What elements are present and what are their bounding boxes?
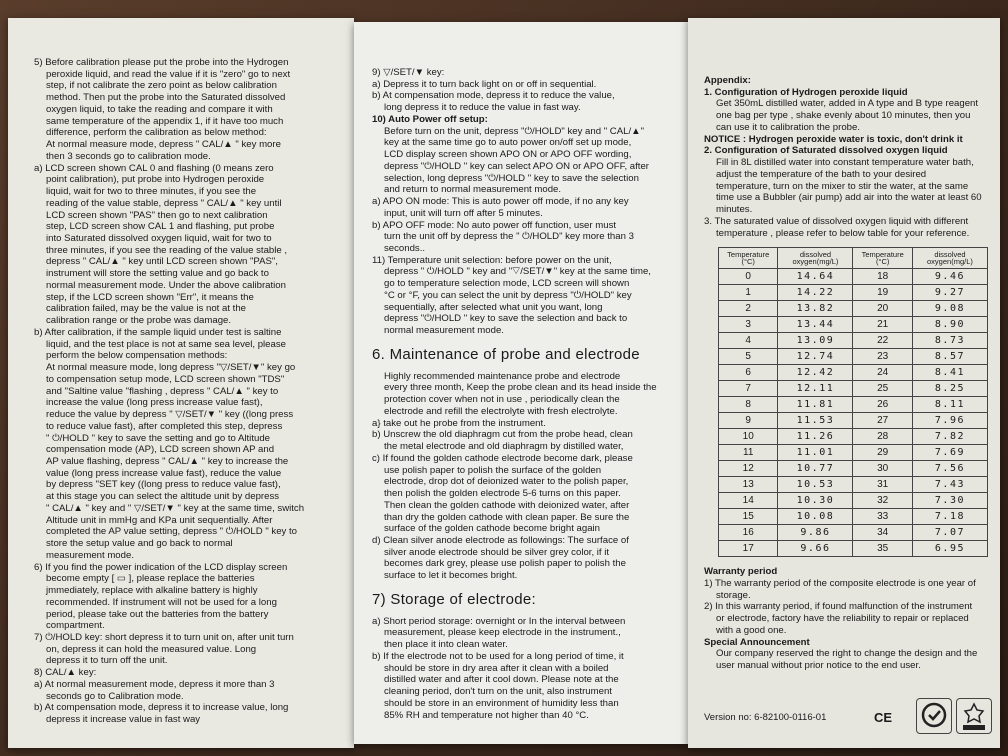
table-cell: 12 [719, 461, 778, 477]
table-cell: 10.53 [778, 477, 853, 493]
text-line: can use it to calibration the probe. [716, 121, 860, 133]
table-cell: 6.95 [912, 541, 987, 557]
text-line: b) After calibration, if the sample liquid under test is saltine [34, 326, 282, 338]
table-cell: 9.86 [778, 525, 853, 541]
table-cell: 7.30 [912, 493, 987, 509]
text-line: step, LCD screen show CAL 1 and flashing, put probe [46, 221, 275, 233]
text-line: Before turn on the unit, depress "⏻/HOLD" key and " CAL/▲" [384, 125, 645, 137]
text-line: d) Clean silver anode electrode as followings: The surface of [372, 534, 629, 546]
table-cell: 7.07 [912, 525, 987, 541]
text-line: 9) ▽/SET/▼ key: [372, 67, 445, 78]
table-row [719, 397, 988, 413]
table-cell: 34 [853, 525, 912, 541]
table-cell: 7.82 [912, 429, 987, 445]
text-line: perform the below compensation methods: [46, 350, 228, 362]
table-cell: 10.77 [778, 461, 853, 477]
table-cell: 15 [719, 509, 778, 525]
text-line: 2. Configuration of Saturated dissolved oxygen liquid [704, 145, 948, 157]
table-cell: 14.22 [778, 285, 853, 301]
text-line: increase the value (long press increase value fast), [46, 397, 263, 409]
text-line: method. Then put the probe into the Saturated dissolved [46, 92, 286, 104]
table-cell: 12.42 [778, 365, 853, 381]
text-line: reduce the value by depress " ▽/SET/▼ " key ((long press [46, 409, 294, 421]
table-cell: 7.69 [912, 445, 987, 461]
text-line: electrode, drop dot of deionized water to the polish paper, [384, 476, 629, 488]
text-line: b) APO OFF mode: No auto power off function, user must [372, 219, 617, 231]
table-cell: 13.82 [778, 301, 853, 317]
text-line: surface to let it becomes bright. [384, 570, 518, 582]
table-row [719, 461, 988, 477]
text-line: temperature , please refer to below table for your reference. [716, 227, 970, 239]
text-line: Get 350mL distilled water, added in A type and B type reagent [716, 98, 979, 110]
table-cell: 7 [719, 381, 778, 397]
text-line: c) If found the golden cathode electrode become dark, please [372, 452, 633, 464]
table-cell: 11.53 [778, 413, 853, 429]
table-cell: 18 [853, 269, 912, 285]
text-line: compartment. [46, 620, 105, 632]
text-line: a) Short period storage: overnight or In the interval between [372, 615, 626, 627]
table-cell: 9 [719, 413, 778, 429]
text-line: silver anode electrode should be silver grey color, if it [384, 546, 610, 558]
text-line: calibration range or the probe was damage. [46, 315, 232, 327]
text-line: than dry the golden cathode with clean paper. Be sure the [384, 511, 630, 523]
table-cell: 10.30 [778, 493, 853, 509]
text-line: b) If the electrode not to be used for a long period of time, it [372, 650, 624, 662]
text-line: with a good one. [716, 624, 787, 636]
table-cell: 35 [853, 541, 912, 557]
text-line: Then clean the golden cathode with deionized water, after [384, 499, 630, 511]
text-line: three minutes, if you see the reading of the value stable , [46, 244, 288, 256]
table-cell: 16 [719, 525, 778, 541]
text-line: recommended. If instrument will not be used for a long [46, 596, 277, 608]
table-row [719, 365, 988, 381]
text-line: 8) CAL/▲ key: [34, 667, 97, 679]
text-line: should be store in an environment of humidity less than [384, 697, 619, 709]
text-line: 7) ⏻/HOLD key: short depress it to turn unit on, after unit turn [34, 631, 294, 643]
table-cell: 9.46 [912, 269, 987, 285]
text-line: same temperature of the appendix 1, if it have too much [46, 115, 284, 127]
table-row [719, 477, 988, 493]
text-line: user manual without prior notice to the end user. [716, 660, 921, 672]
table-row [719, 285, 988, 301]
table-cell: 31 [853, 477, 912, 493]
text-line: depress " CAL/▲ " key until LCD screen shown "PAS", [46, 256, 278, 268]
table-cell: 1 [719, 285, 778, 301]
text-line: adjust the temperature of the bath to your desired [716, 168, 927, 180]
table-row [719, 381, 988, 397]
text-line: seconds.. [384, 243, 426, 255]
text-line: At normal measure mode, depress " CAL/▲ " key more [46, 139, 281, 151]
text-line: 5) Before calibration please put the probe into the Hydrogen [34, 57, 289, 68]
text-line: sequentially, after selected what unit you want, long [384, 301, 603, 313]
table-cell: 8 [719, 397, 778, 413]
table-cell: 0 [719, 269, 778, 285]
ce-mark: CE [874, 710, 893, 726]
text-line: Warranty period [704, 566, 778, 578]
table-cell: 26 [853, 397, 912, 413]
table-cell: 9.08 [912, 301, 987, 317]
text-line: LCD screen shown "PAS" then go to next calibration [46, 209, 268, 221]
text-line: 85% RH and temperature not higher than 40 °C. [384, 709, 589, 721]
table-row [719, 301, 988, 317]
table-cell: 33 [853, 509, 912, 525]
text-line: step, if not calibrate the zero point as below calibration [46, 80, 277, 92]
table-cell: 8.90 [912, 317, 987, 333]
text-line: " ⏻/HOLD " key to save the setting and go to Altitude [46, 432, 270, 444]
text-line: should be store in dry area after it clean with a boiled [384, 662, 609, 674]
table-cell: 11.81 [778, 397, 853, 413]
text-line: selection, long depress "⏻/HOLD " key to save the selection [384, 172, 639, 184]
text-line: At normal measure mode, long depress "▽/SET/▼" key go [46, 362, 296, 374]
text-line: to reduce value fast), after completed this step, depress [46, 420, 283, 432]
text-line: completed the AP value setting, depress " ⏻/HOLD " key to [46, 526, 297, 538]
text-line: Altitude unit in mmHg and KPa unit sequentially. After [46, 514, 273, 526]
table-cell: 2 [719, 301, 778, 317]
table-cell: 6 [719, 365, 778, 381]
text-line: protection cover when not in use , periodically clean the [384, 394, 620, 406]
text-line: or electrode, factory have the reliability to repair or replaced [716, 613, 969, 625]
text-line: the metal electrode and old diaphragm by distilled water, [384, 441, 624, 453]
text-line: on, depress it can hold the measured value. Long [46, 643, 257, 655]
text-line: cleaning period, don't turn on the unit, also instrument [384, 686, 612, 698]
table-cell: 8.73 [912, 333, 987, 349]
table-cell: 20 [853, 301, 912, 317]
text-line: AP value flashing, depress " CAL/▲ " key to increase the [46, 455, 289, 467]
text-line: liquid, and the test place is not at same sea level, please [46, 338, 286, 350]
table-cell: 14 [719, 493, 778, 509]
text-line: input, unit will turn off after 5 minutes. [384, 207, 543, 219]
version-number: Version no: 6-82100-0116-01 [704, 712, 827, 724]
text-line: difference, perform the calibration as below method: [46, 127, 267, 139]
text-line: distilled water and after it cool down. Please note at the [384, 674, 619, 686]
table-cell: 13 [719, 477, 778, 493]
text-line: compensation mode (AP), LCD screen shown AP and [46, 444, 275, 456]
table-cell: 9.66 [778, 541, 853, 557]
table-cell: 14.64 [778, 269, 853, 285]
text-line: 10) Auto Power off setup: [372, 113, 488, 125]
text-line: become empty [ ▭ ], please replace the batteries [46, 573, 255, 585]
text-line: 1) The warranty period of the composite electrode is one year of [704, 578, 976, 590]
table-row [719, 445, 988, 461]
text-line: depress it increase value in fast way [46, 714, 201, 726]
text-line: then 3 seconds go to calibration mode. [46, 150, 211, 162]
text-line: calibration failed, may be the value is not at the [46, 303, 246, 315]
table-row [719, 413, 988, 429]
table-cell: 12.74 [778, 349, 853, 365]
table-row [719, 509, 988, 525]
manual-panel-left [8, 18, 354, 748]
table-header: dissolved oxygen(mg/L) [778, 248, 853, 269]
table-cell: 8.25 [912, 381, 987, 397]
table-cell: 29 [853, 445, 912, 461]
table-cell: 11 [719, 445, 778, 461]
table-cell: 7.56 [912, 461, 987, 477]
text-line: 3. The saturated value of dissolved oxygen liquid with different [704, 215, 969, 227]
text-line: at this stage you can select the altitude unit by depress [46, 491, 280, 503]
sgs-logo-icon [956, 698, 992, 734]
text-line: by depress "SET key ((long press to reduce value fast), [46, 479, 281, 491]
table-cell: 3 [719, 317, 778, 333]
text-line: store the setup value and go back to normal [46, 538, 233, 550]
table-cell: 13.09 [778, 333, 853, 349]
text-line: Our company reserved the right to change the design and the [716, 648, 978, 660]
text-line: LCD display screen shown APO ON or APO OFF wording, [384, 149, 632, 161]
table-cell: 27 [853, 413, 912, 429]
text-line: period, please take out the batteries from the battery [46, 608, 269, 620]
text-line: 11) Temperature unit selection: before power on the unit, [372, 254, 612, 266]
text-line: instrument will store the setting value and go back to [46, 268, 269, 280]
text-line: 1. Configuration of Hydrogen peroxide liquid [704, 86, 908, 98]
text-line: normal measurement mode. Under the above calibration [46, 279, 286, 291]
text-line: a) APO ON mode: This is auto power off mode, if no any key [372, 196, 629, 208]
text-line: NOTICE : Hydrogen peroxide water is toxic, don't drink it [704, 133, 963, 145]
table-cell: 8.11 [912, 397, 987, 413]
text-line: seconds go to Calibration mode. [46, 690, 184, 702]
text-line: to compensation setup mode, LCD screen shown "TDS" [46, 373, 285, 385]
text-line: one bag per type , shake evenly about 10 minutes, then you [716, 110, 971, 122]
text-line: a} take out he probe from the instrument. [372, 417, 546, 429]
table-header: dissolved oxygen(mg/L) [912, 248, 987, 269]
text-line: go to temperature selection mode, LCD screen will shown [384, 278, 630, 290]
text-line: then polish the golden electrode 5-6 turns on this paper. [384, 488, 621, 500]
certification-logo-icon [916, 698, 952, 734]
text-line: minutes. [716, 204, 753, 216]
table-cell: 7.18 [912, 509, 987, 525]
text-line: into Saturated dissolved oxygen liquid, wait for two to [46, 233, 272, 245]
table-cell: 12.11 [778, 381, 853, 397]
table-cell: 10.08 [778, 509, 853, 525]
table-row [719, 525, 988, 541]
table-cell: 25 [853, 381, 912, 397]
text-line: and return to normal measurement mode. [384, 184, 562, 196]
text-line: " CAL/▲ " key and " ▽/SET/▼ " key at the same time, switch [46, 502, 305, 514]
table-row [719, 269, 988, 285]
table-cell: 32 [853, 493, 912, 509]
table-cell: 19 [853, 285, 912, 301]
text-line: jmmediately, replace with alkaline battery is highly [46, 585, 258, 597]
panel-left-text [34, 58, 344, 727]
text-line: every three month, Keep the probe clean and its head inside the [384, 382, 657, 394]
table-row [719, 333, 988, 349]
table-cell: 5 [719, 349, 778, 365]
table-cell: 8.41 [912, 365, 987, 381]
table-row [719, 541, 988, 557]
manual-panel-middle [354, 22, 688, 744]
text-line: b) At compensation mode, depress it to increase value, long [34, 702, 289, 714]
table-cell: 10 [719, 429, 778, 445]
text-line: Appendix: [704, 75, 751, 86]
text-line: °C or °F, you can select the unit by depress "⏻/HOLD" key [384, 289, 632, 301]
heading-storage: 7) Storage of electrode: [372, 590, 536, 608]
text-line: a) Depress it to turn back light on or off in sequential. [372, 78, 597, 90]
text-line: storage. [716, 589, 751, 601]
panel-right-text [704, 76, 990, 673]
table-row [719, 349, 988, 365]
text-line: b) At compensation mode, depress it to reduce the value, [372, 90, 615, 102]
table-cell: 11.01 [778, 445, 853, 461]
text-line: reading of the value stable, depress " CAL/▲ " key until [46, 197, 282, 209]
text-line: and "Saltine value "flashing , depress " CAL/▲ " key to [46, 385, 279, 397]
text-line: normal measurement mode. [384, 325, 504, 337]
table-cell: 28 [853, 429, 912, 445]
text-line: peroxide liquid, and read the value if it is "zero" go to next [46, 68, 291, 80]
table-cell: 22 [853, 333, 912, 349]
text-line: temperature, turn on the mixer to stir the water, at the same [716, 180, 969, 192]
text-line: b) Unscrew the old diaphragm cut from the probe head, clean [372, 429, 633, 441]
table-cell: 4 [719, 333, 778, 349]
text-line: surface of the golden cathode become bright again [384, 523, 601, 535]
table-cell: 13.44 [778, 317, 853, 333]
heading-maintenance: 6. Maintenance of probe and electrode [372, 345, 640, 363]
text-line: long depress it to reduce the value in fast way. [384, 102, 581, 114]
text-line: depress "⏻/HOLD " key to save the selection and back to [384, 313, 628, 325]
text-line: Highly recommended maintenance probe and electrode [384, 370, 621, 382]
text-line: step, if the LCD screen shown "Err", it means the [46, 291, 254, 303]
table-cell: 21 [853, 317, 912, 333]
text-line: point calibration), put probe into Hydrogen peroxide [46, 174, 265, 186]
text-line: Special Announcement [704, 636, 810, 648]
table-cell: 30 [853, 461, 912, 477]
table-row [719, 429, 988, 445]
text-line: liquid, wait for two to three minutes, if you see the [46, 186, 257, 198]
text-line: value (long press increase value fast), reduce the value [46, 467, 282, 479]
text-line: a) LCD screen shown CAL 0 and flashing (0 means zero [34, 162, 274, 174]
table-cell: 9.27 [912, 285, 987, 301]
table-cell: 24 [853, 365, 912, 381]
manual-panel-right [688, 18, 1000, 748]
text-line: 2) In this warranty period, if found malfunction of the instrument [704, 601, 973, 613]
text-line: time use a Bubbler (air pump) add air into the water at least 60 [716, 192, 982, 204]
table-row [719, 317, 988, 333]
table-cell: 7.96 [912, 413, 987, 429]
text-line: 6) If you find the power indication of the LCD display screen [34, 561, 288, 573]
text-line: becomes dark grey, please use polish paper to polish the [384, 558, 626, 570]
table-header: Temperature (°C) [719, 248, 778, 269]
text-line: depress it to turn off the unit. [46, 655, 168, 667]
text-line: turn the unit off by depress the " ⏻/HOLD" key more than 3 [384, 231, 634, 243]
text-line: depress " ⏻/HOLD " key and "▽/SET/▼" key at the same time, [384, 266, 651, 278]
table-cell: 11.26 [778, 429, 853, 445]
text-line: oxygen liquid, to take the reading and compare it with [46, 103, 273, 115]
table-cell: 8.57 [912, 349, 987, 365]
table-cell: 23 [853, 349, 912, 365]
text-line: key at the same time go to auto power on/off set up mode, [384, 137, 632, 149]
table-cell: 7.43 [912, 477, 987, 493]
panel-middle-text [372, 68, 674, 722]
text-line: then place it into clean water. [384, 639, 508, 651]
table-row [719, 493, 988, 509]
text-line: electrode and refill the electrolyte with fresh electrolyte. [384, 405, 618, 417]
text-line: depress "⏻/HOLD " key can select APO ON or APO OFF, after [384, 160, 649, 172]
text-line: Fill in 8L distilled water into constant temperature water bath, [716, 157, 974, 169]
text-line: measurement, please keep electrode in the instrument., [384, 627, 621, 639]
dissolved-oxygen-table [718, 247, 988, 557]
text-line: use polish paper to polish the surface of the golden [384, 464, 602, 476]
text-line: a) At normal measurement mode, depress it more than 3 [34, 678, 275, 690]
table-cell: 17 [719, 541, 778, 557]
table-header: Temperature (°C) [853, 248, 912, 269]
text-line: measurement mode. [46, 549, 134, 561]
